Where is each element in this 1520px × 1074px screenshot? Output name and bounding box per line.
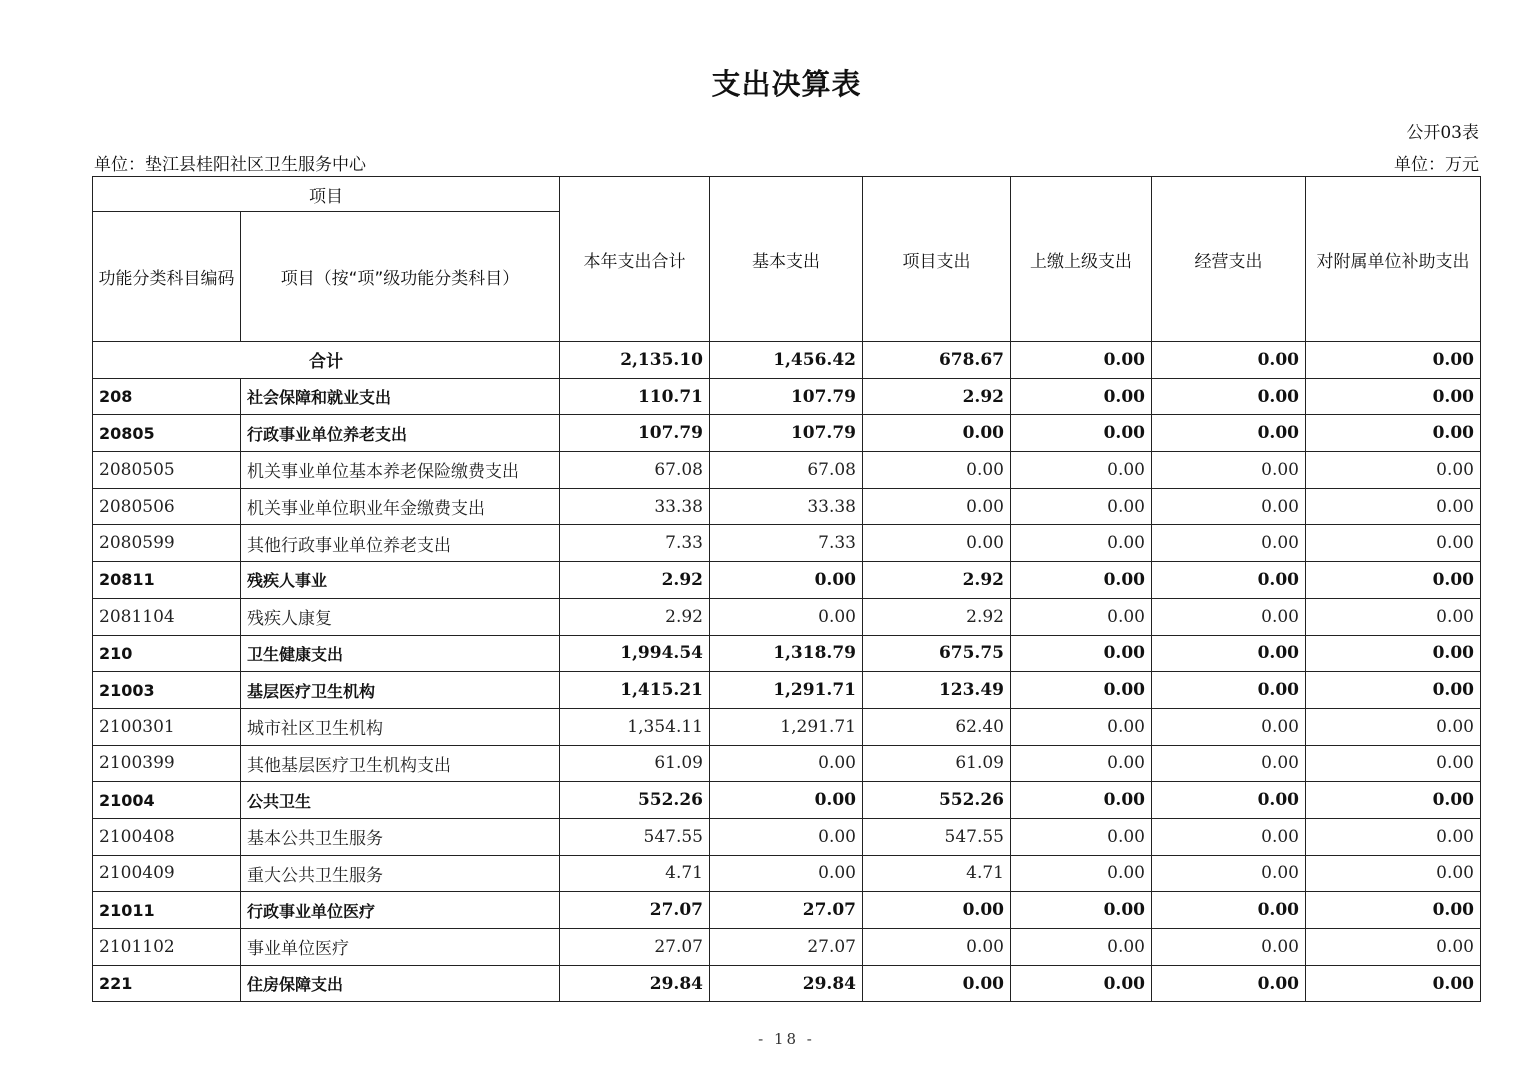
row-value: 7.33 — [560, 525, 710, 562]
row-name: 事业单位医疗 — [241, 929, 560, 966]
table-number: 公开03表 — [1406, 123, 1479, 143]
table-row — [93, 378, 1481, 415]
row-value: 0.00 — [1306, 855, 1481, 892]
unit-organization: 单位：垫江县桂阳社区卫生服务中心 — [94, 155, 366, 175]
table-row — [93, 672, 1481, 709]
row-value: 0.00 — [1011, 562, 1152, 599]
row-value: 0.00 — [1011, 782, 1152, 819]
row-code: 2080599 — [93, 525, 241, 562]
row-value: 2.92 — [863, 378, 1011, 415]
table-row — [93, 525, 1481, 562]
row-value: 61.09 — [560, 745, 710, 782]
row-value: 552.26 — [560, 782, 710, 819]
total-value: 0.00 — [1306, 342, 1481, 379]
table-row — [93, 598, 1481, 635]
row-code: 2080505 — [93, 452, 241, 489]
row-value: 62.40 — [863, 708, 1011, 745]
row-value: 0.00 — [1011, 488, 1152, 525]
table-row — [93, 965, 1481, 1002]
row-value: 29.84 — [710, 965, 863, 1002]
row-value: 547.55 — [863, 818, 1011, 855]
row-value: 2.92 — [560, 598, 710, 635]
row-value: 0.00 — [1306, 818, 1481, 855]
row-value: 1,291.71 — [710, 672, 863, 709]
row-name: 机关事业单位基本养老保险缴费支出 — [241, 452, 560, 489]
row-value: 0.00 — [1306, 672, 1481, 709]
row-value: 0.00 — [1152, 782, 1306, 819]
row-code: 2100409 — [93, 855, 241, 892]
row-name: 基层医疗卫生机构 — [241, 672, 560, 709]
expenditure-table — [92, 176, 1481, 1002]
header-project-group: 项目 — [93, 177, 560, 212]
table-row — [93, 635, 1481, 672]
row-value: 0.00 — [1306, 452, 1481, 489]
row-value: 0.00 — [1306, 378, 1481, 415]
row-value: 0.00 — [863, 415, 1011, 452]
row-value: 2.92 — [560, 562, 710, 599]
table-row — [93, 708, 1481, 745]
table-row — [93, 415, 1481, 452]
row-value: 547.55 — [560, 818, 710, 855]
row-name: 残疾人康复 — [241, 598, 560, 635]
row-value: 0.00 — [1306, 525, 1481, 562]
row-value: 0.00 — [1152, 818, 1306, 855]
page-number: - 18 - — [758, 1030, 815, 1048]
row-code: 2100399 — [93, 745, 241, 782]
page-title: 支出决算表 — [711, 67, 862, 101]
row-name: 基本公共卫生服务 — [241, 818, 560, 855]
row-code: 20811 — [93, 562, 241, 599]
total-value: 2,135.10 — [560, 342, 710, 379]
total-value: 1,456.42 — [710, 342, 863, 379]
row-value: 29.84 — [560, 965, 710, 1002]
row-code: 221 — [93, 965, 241, 1002]
row-value: 4.71 — [863, 855, 1011, 892]
header-subsidy: 对附属单位补助支出 — [1306, 177, 1481, 342]
row-value: 0.00 — [1152, 635, 1306, 672]
row-value: 110.71 — [560, 378, 710, 415]
header-code: 功能分类科目编码 — [93, 212, 241, 342]
row-value: 2.92 — [863, 562, 1011, 599]
total-row — [93, 342, 1481, 379]
row-value: 0.00 — [1306, 488, 1481, 525]
header-name: 项目（按“项”级功能分类科目） — [241, 212, 560, 342]
total-value: 0.00 — [1152, 342, 1306, 379]
row-value: 27.07 — [710, 929, 863, 966]
row-value: 1,415.21 — [560, 672, 710, 709]
row-value: 0.00 — [1306, 782, 1481, 819]
table-row — [93, 452, 1481, 489]
row-value: 0.00 — [1306, 415, 1481, 452]
row-value: 0.00 — [710, 598, 863, 635]
row-value: 0.00 — [1152, 855, 1306, 892]
row-value: 4.71 — [560, 855, 710, 892]
table-row — [93, 745, 1481, 782]
table-row — [93, 929, 1481, 966]
table-row — [93, 855, 1481, 892]
row-value: 0.00 — [1306, 745, 1481, 782]
row-value: 0.00 — [710, 782, 863, 819]
row-value: 1,354.11 — [560, 708, 710, 745]
row-value: 0.00 — [1152, 525, 1306, 562]
row-value: 0.00 — [1152, 892, 1306, 929]
row-value: 0.00 — [1152, 562, 1306, 599]
row-code: 2101102 — [93, 929, 241, 966]
row-value: 0.00 — [1011, 708, 1152, 745]
row-code: 2100408 — [93, 818, 241, 855]
row-value: 0.00 — [863, 525, 1011, 562]
total-value: 678.67 — [863, 342, 1011, 379]
row-value: 0.00 — [710, 855, 863, 892]
row-name: 行政事业单位医疗 — [241, 892, 560, 929]
row-value: 1,291.71 — [710, 708, 863, 745]
row-value: 7.33 — [710, 525, 863, 562]
row-value: 1,994.54 — [560, 635, 710, 672]
row-value: 0.00 — [710, 745, 863, 782]
row-name: 残疾人事业 — [241, 562, 560, 599]
row-value: 0.00 — [1306, 892, 1481, 929]
row-value: 0.00 — [1306, 635, 1481, 672]
row-value: 0.00 — [1306, 929, 1481, 966]
row-value: 0.00 — [1152, 965, 1306, 1002]
header-upper: 上缴上级支出 — [1011, 177, 1152, 342]
row-name: 社会保障和就业支出 — [241, 378, 560, 415]
row-value: 0.00 — [1306, 965, 1481, 1002]
row-value: 0.00 — [1152, 378, 1306, 415]
row-value: 0.00 — [1011, 965, 1152, 1002]
row-code: 208 — [93, 378, 241, 415]
row-value: 0.00 — [1011, 415, 1152, 452]
row-value: 0.00 — [1152, 415, 1306, 452]
row-value: 0.00 — [863, 452, 1011, 489]
row-name: 公共卫生 — [241, 782, 560, 819]
header-project: 项目支出 — [863, 177, 1011, 342]
row-code: 21004 — [93, 782, 241, 819]
row-code: 20805 — [93, 415, 241, 452]
header-total: 本年支出合计 — [560, 177, 710, 342]
row-value: 0.00 — [710, 818, 863, 855]
row-name: 卫生健康支出 — [241, 635, 560, 672]
row-value: 67.08 — [710, 452, 863, 489]
row-value: 2.92 — [863, 598, 1011, 635]
row-value: 107.79 — [710, 378, 863, 415]
table-row — [93, 818, 1481, 855]
row-value: 33.38 — [560, 488, 710, 525]
row-value: 107.79 — [710, 415, 863, 452]
row-name: 其他行政事业单位养老支出 — [241, 525, 560, 562]
row-value: 27.07 — [560, 892, 710, 929]
row-value: 0.00 — [1152, 745, 1306, 782]
row-name: 机关事业单位职业年金缴费支出 — [241, 488, 560, 525]
row-value: 107.79 — [560, 415, 710, 452]
unit-currency: 单位：万元 — [1394, 155, 1479, 175]
row-code: 21011 — [93, 892, 241, 929]
row-name: 其他基层医疗卫生机构支出 — [241, 745, 560, 782]
row-value: 0.00 — [1011, 672, 1152, 709]
row-code: 2080506 — [93, 488, 241, 525]
row-name: 城市社区卫生机构 — [241, 708, 560, 745]
row-value: 0.00 — [863, 929, 1011, 966]
table-row — [93, 892, 1481, 929]
row-value: 0.00 — [1011, 745, 1152, 782]
row-value: 0.00 — [1306, 562, 1481, 599]
row-code: 2081104 — [93, 598, 241, 635]
row-value: 0.00 — [1152, 929, 1306, 966]
row-value: 0.00 — [1152, 672, 1306, 709]
row-value: 27.07 — [710, 892, 863, 929]
row-value: 27.07 — [560, 929, 710, 966]
row-value: 0.00 — [1306, 598, 1481, 635]
row-value: 0.00 — [1011, 818, 1152, 855]
row-name: 住房保障支出 — [241, 965, 560, 1002]
row-value: 0.00 — [1011, 892, 1152, 929]
row-value: 0.00 — [1152, 452, 1306, 489]
row-value: 1,318.79 — [710, 635, 863, 672]
total-value: 0.00 — [1011, 342, 1152, 379]
header-business: 经营支出 — [1152, 177, 1306, 342]
table-row — [93, 782, 1481, 819]
row-value: 675.75 — [863, 635, 1011, 672]
row-value: 0.00 — [1011, 855, 1152, 892]
row-value: 0.00 — [863, 488, 1011, 525]
row-value: 0.00 — [1152, 488, 1306, 525]
row-name: 重大公共卫生服务 — [241, 855, 560, 892]
row-value: 0.00 — [1011, 635, 1152, 672]
row-value: 0.00 — [1011, 525, 1152, 562]
row-value: 0.00 — [1306, 708, 1481, 745]
table-row — [93, 562, 1481, 599]
row-code: 210 — [93, 635, 241, 672]
row-value: 0.00 — [1011, 598, 1152, 635]
row-value: 0.00 — [710, 562, 863, 599]
row-value: 0.00 — [863, 965, 1011, 1002]
row-value: 61.09 — [863, 745, 1011, 782]
row-value: 67.08 — [560, 452, 710, 489]
row-code: 2100301 — [93, 708, 241, 745]
row-name: 行政事业单位养老支出 — [241, 415, 560, 452]
row-value: 0.00 — [1152, 598, 1306, 635]
row-value: 0.00 — [1011, 378, 1152, 415]
row-value: 0.00 — [863, 892, 1011, 929]
row-value: 123.49 — [863, 672, 1011, 709]
row-value: 0.00 — [1011, 452, 1152, 489]
total-label: 合计 — [93, 342, 560, 379]
row-value: 33.38 — [710, 488, 863, 525]
row-code: 21003 — [93, 672, 241, 709]
table-row — [93, 488, 1481, 525]
row-value: 0.00 — [1011, 929, 1152, 966]
row-value: 552.26 — [863, 782, 1011, 819]
row-value: 0.00 — [1152, 708, 1306, 745]
header-basic: 基本支出 — [710, 177, 863, 342]
table-body — [93, 342, 1481, 1002]
